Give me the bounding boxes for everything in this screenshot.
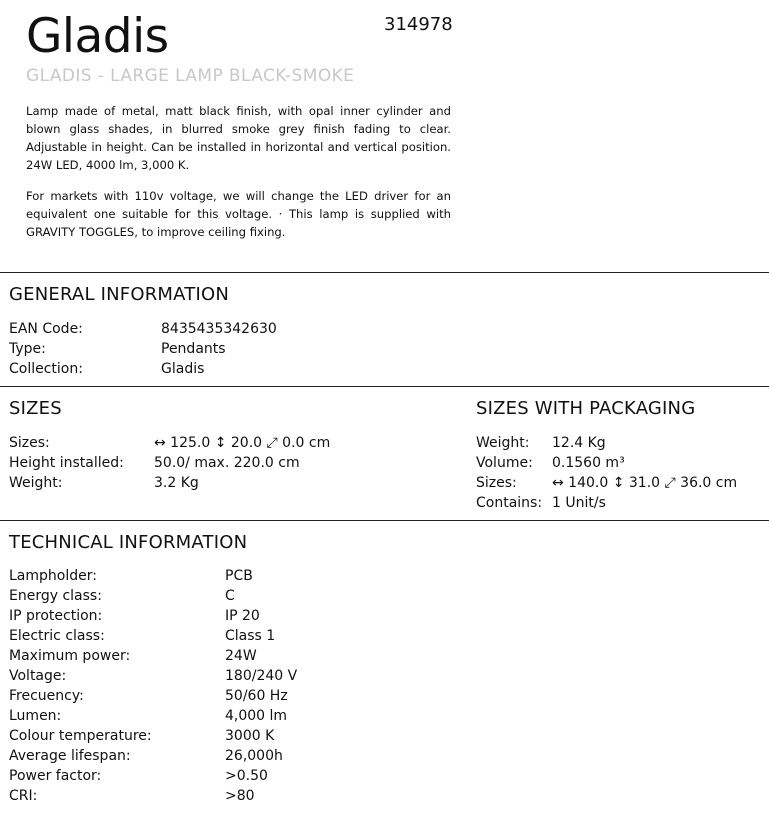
row-value: 3.2 Kg	[154, 475, 199, 491]
table-row	[9, 646, 297, 666]
table-row	[9, 626, 297, 646]
row-value: ↔ 125.0 ↕ 20.0 ⤢ 0.0 cm	[154, 435, 331, 451]
section-title-sizes: SIZES	[9, 398, 62, 419]
product-title: Gladis	[26, 9, 169, 64]
row-label: Maximum power:	[9, 648, 131, 664]
row-value: 180/240 V	[225, 668, 298, 684]
row-value: >0.50	[225, 768, 268, 784]
table-row	[9, 359, 277, 379]
row-value: >80	[225, 788, 255, 804]
table-row	[9, 686, 297, 706]
table-row	[9, 566, 297, 586]
table-row	[476, 493, 737, 513]
sizes-table	[9, 433, 330, 493]
table-row	[9, 746, 297, 766]
row-value: 0.1560 m³	[552, 455, 625, 471]
row-value: 24W	[225, 648, 257, 664]
row-value: IP 20	[225, 608, 260, 624]
row-value: 8435435342630	[161, 321, 277, 337]
row-value: Pendants	[161, 341, 226, 357]
technical-table	[9, 566, 297, 806]
row-value: 4,000 lm	[225, 708, 288, 724]
row-label: Lampholder:	[9, 568, 97, 584]
row-label: Voltage:	[9, 668, 67, 684]
row-label: Sizes:	[9, 435, 50, 451]
table-row	[9, 473, 330, 493]
row-value: ↔ 140.0 ↕ 31.0 ⤢ 36.0 cm	[552, 475, 738, 491]
product-reference: 314978	[384, 14, 453, 35]
row-label: Type:	[9, 341, 46, 357]
product-subtitle: GLADIS - LARGE LAMP BLACK-SMOKE	[26, 66, 355, 86]
row-value: Class 1	[225, 628, 276, 644]
section-title-technical: TECHNICAL INFORMATION	[9, 532, 248, 553]
packaging-table	[476, 433, 737, 513]
product-note: For markets with 110v voltage, we will change the LED driver for an equivalent one suitable for this voltage. · This lamp is supplied with GRAVITY TOGGLES, to improve ceiling fixing.	[26, 189, 451, 239]
table-row	[9, 319, 277, 339]
table-row	[9, 453, 330, 473]
row-value: C	[225, 588, 235, 604]
table-row	[9, 786, 297, 806]
row-label: Energy class:	[9, 588, 102, 604]
row-label: EAN Code:	[9, 321, 83, 337]
table-row	[9, 433, 330, 453]
table-row	[476, 433, 737, 453]
table-row	[9, 766, 297, 786]
row-value: 12.4 Kg	[552, 435, 606, 451]
row-value: 26,000h	[225, 748, 283, 764]
row-value: 50/60 Hz	[225, 688, 288, 704]
table-row	[9, 606, 297, 626]
table-row	[9, 339, 277, 359]
row-label: Contains:	[476, 495, 543, 511]
table-row	[9, 706, 297, 726]
product-description: Lamp made of metal, matt black finish, with opal inner cylinder and blown glass shades, in blurred smoke grey finish fading to clear. Adjustable in height. Can be installed in horizontal and vertical position. 24W LED, 4000 lm, 3,000 K.	[26, 104, 451, 172]
row-label: Height installed:	[9, 455, 124, 471]
table-row	[9, 726, 297, 746]
table-row	[9, 666, 297, 686]
divider-technical	[0, 520, 769, 521]
row-label: Power factor:	[9, 768, 102, 784]
section-title-general: GENERAL INFORMATION	[9, 284, 229, 305]
row-value: PCB	[225, 568, 253, 584]
row-label: Lumen:	[9, 708, 62, 724]
row-label: Electric class:	[9, 628, 105, 644]
row-value: 50.0/ max. 220.0 cm	[154, 455, 300, 471]
section-title-packaging: SIZES WITH PACKAGING	[476, 398, 696, 419]
general-table	[9, 319, 277, 379]
divider-sizes	[0, 386, 769, 387]
row-value: 3000 K	[225, 728, 275, 744]
table-row	[476, 473, 737, 493]
row-label: Weight:	[476, 435, 530, 451]
row-label: Collection:	[9, 361, 83, 377]
row-label: IP protection:	[9, 608, 103, 624]
row-value: Gladis	[161, 361, 205, 377]
table-row	[9, 586, 297, 606]
row-value: 1 Unit/s	[552, 495, 606, 511]
row-label: CRI:	[9, 788, 38, 804]
row-label: Sizes:	[476, 475, 517, 491]
table-row	[476, 453, 737, 473]
row-label: Frecuency:	[9, 688, 84, 704]
divider-general	[0, 272, 769, 273]
row-label: Volume:	[476, 455, 533, 471]
row-label: Average lifespan:	[9, 748, 131, 764]
row-label: Weight:	[9, 475, 63, 491]
row-label: Colour temperature:	[9, 728, 152, 744]
